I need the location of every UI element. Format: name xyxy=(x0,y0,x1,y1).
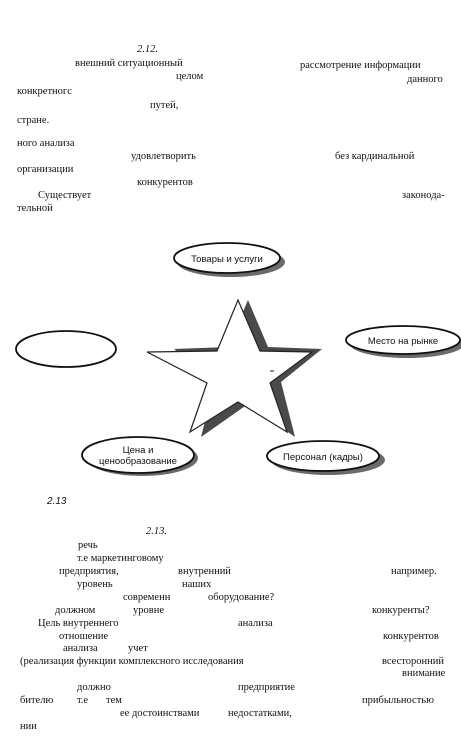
text-fragment: тем xyxy=(106,695,122,706)
text-fragment: удовлетворить xyxy=(131,151,196,162)
text-fragment: речь xyxy=(78,540,98,551)
text-fragment: отношение xyxy=(59,631,109,642)
text-fragment: уровне xyxy=(133,605,164,616)
figure-caption: 2.13 xyxy=(47,496,67,507)
text-fragment: анализа xyxy=(238,618,273,629)
text-fragment: путей, xyxy=(150,100,179,111)
text-fragment: прибыльностью xyxy=(362,695,434,706)
node-price-label-line1: Цена и xyxy=(122,445,154,456)
text-fragment: всесторонний xyxy=(382,656,444,667)
text-fragment: должно xyxy=(77,682,111,693)
text-fragment: оборудование? xyxy=(208,592,275,603)
text-fragment: учет xyxy=(128,643,148,654)
text-fragment: без кардинальной xyxy=(335,151,415,162)
node-price-label-line2: ценообразование xyxy=(99,456,177,467)
text-fragment: конкурентов xyxy=(383,631,439,642)
text-fragment: предприятия, xyxy=(59,566,119,577)
text-fragment: конкурентов xyxy=(137,177,193,188)
text-fragment: анализа xyxy=(63,643,98,654)
text-fragment: (реализация функции комплексного исследования xyxy=(20,656,244,667)
text-fragment: должном xyxy=(55,605,96,616)
text-fragment: целом xyxy=(176,71,204,82)
text-fragment: предприятие xyxy=(238,682,295,693)
node-market-place-label: Место на рынке xyxy=(367,336,439,347)
section-heading: 2.12. xyxy=(137,44,158,55)
text-fragment: ного анализа xyxy=(17,138,75,149)
text-fragment: внешний ситуационный xyxy=(75,58,183,69)
text-fragment: наших xyxy=(182,579,212,590)
node-empty-left xyxy=(16,331,116,367)
text-fragment: бителю xyxy=(20,695,54,706)
text-fragment: т.е xyxy=(77,695,89,706)
section-heading-2: 2.13. xyxy=(146,526,167,537)
text-fragment: ее достоинствами xyxy=(120,708,200,719)
node-personnel-label: Персонал (кадры) xyxy=(283,452,363,463)
text-fragment: нии xyxy=(20,721,37,732)
text-fragment: стране. xyxy=(17,115,50,126)
text-fragment: например. xyxy=(391,566,437,577)
text-fragment: законода- xyxy=(402,190,445,201)
text-fragment: т.е маркетинговому xyxy=(77,553,164,564)
text-fragment: организации xyxy=(17,164,74,175)
text-fragment: Существует xyxy=(38,190,92,201)
text-fragment: конкретногс xyxy=(17,86,72,97)
text-fragment: рассмотрение информации xyxy=(300,60,421,71)
text-fragment: внимание xyxy=(402,668,446,679)
text-fragment: тельной xyxy=(17,203,53,214)
text-fragment: Цель внутреннего xyxy=(38,618,119,629)
text-fragment: недостатками, xyxy=(228,708,292,719)
text-fragment: данного xyxy=(407,74,443,85)
text-fragment: уровень xyxy=(77,579,113,590)
node-products-label: Товары и услуги xyxy=(191,254,263,265)
text-fragment: современн xyxy=(123,592,171,603)
text-fragment: внутренний xyxy=(178,566,231,577)
text-fragment: конкуренты? xyxy=(372,605,430,616)
